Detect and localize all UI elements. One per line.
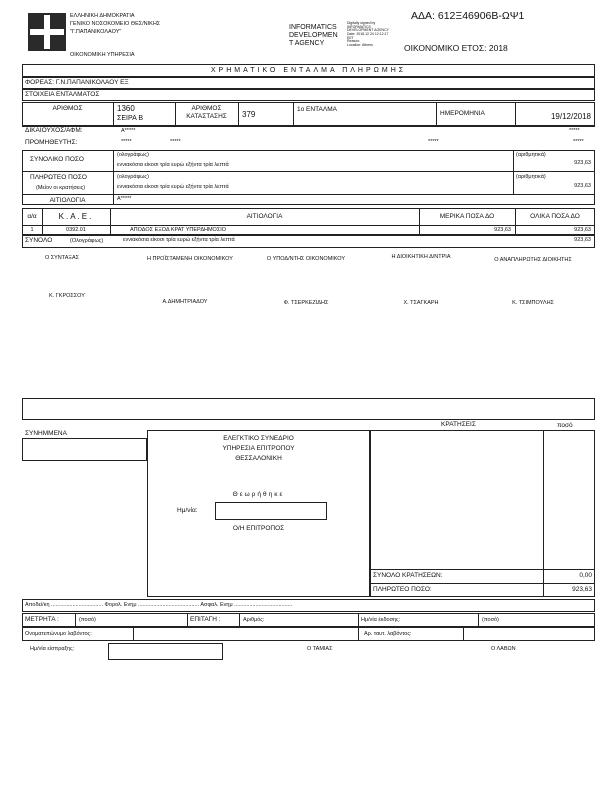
payable-in-words: εννιακόσια είκοσι τρία ευρώ εξήντα τρία λεπτά [117,184,229,190]
items-total-words-label: (Ολογράφως) [70,238,104,244]
reason-label: ΑΙΤΙΟΛΟΓΙΑ [49,197,86,204]
issue-date-label[interactable]: Ημ/νία έκδοσης: [361,617,401,623]
col-header-partial: ΜΕΡΙΚΑ ΠΟΣΑ ΔΟ [439,213,495,220]
fiscal-year: ΟΙΚΟΝΟΜΙΚΟ ΕΤΟΣ: 2018 [404,43,508,53]
agency-line-2: DEVELOPMEN [289,32,338,39]
issue-amount[interactable]: (ποσό) [482,617,499,623]
supplier-value-3: ***** [428,139,439,145]
foreas-label: ΦΟΡΕΑΣ: Γ.Ν.ΠΑΠΑΝΙΚΟΛΑΟΥ ΕΞ [25,79,129,86]
collection-date-input[interactable] [108,643,223,660]
agency-line-1: INFORMATICS [289,24,337,31]
payable-sublabel: (Μείον οι κρατήσεις) [36,185,86,191]
empty-band [22,398,595,420]
items-total-words: εννιακόσια είκοσι τρία ευρώ εξήντα τρία λεπτά [123,237,235,243]
signature-name-4: Χ. ΤΣΑΓΚΑΡΗ [403,300,439,306]
afm-label: ΔΙΚΑΙΟΥΧΟΣ/ΑΦΜ: [25,127,83,134]
org-line-3: "Γ.ΠΑΠΑΝΙΚΟΛΑΟΥ" [70,29,122,35]
deductions-total-label: ΣΥΝΟΛΟ ΚΡΑΤΗΣΕΩΝ: [373,572,443,579]
supplier-value-2: ***** [170,139,181,145]
audit-line-2: ΥΠΗΡΕΣΙΑ ΕΠΙΤΡΟΠΟΥ [222,445,295,452]
col-header-total: ΟΛΙΚΑ ΠΟΣΑ ΔΟ [530,213,580,220]
row-kae: 0392.01 [66,227,86,233]
payable-amount-label: ΠΛΗΡΩΤΕΟ ΠΟΣΟ [30,174,87,181]
cashier-label: Ο ΤΑΜΙΑΣ [307,646,333,652]
signature-role-2: Η ΠΡΟΪΣΤΑΜΕΝΗ ΟΙΚΟΝΟΜΙΚΟΥ [147,256,233,262]
cash-value[interactable]: (ποσό) [79,617,96,623]
col-header-reason: ΑΙΤΙΟΛΟΓΙΑ [246,213,283,220]
total-in-numbers-label: (αριθμητικά) [516,152,546,158]
mandate-number-label: ΑΡΙΘΜΟΣ [52,105,83,112]
payable-in-words-label: (ολογράφως) [117,174,149,180]
receiver-row [22,627,595,641]
first-mandate-label: 1ο ΕΝΤΑΛΜΑ [297,106,337,113]
ada-code: ΑΔΑ: 612Ξ46906Β-ΩΨ1 [411,10,525,22]
total-in-words: εννιακόσια είκοσι τρία ευρώ εξήντα τρία λεπτά [117,162,229,168]
row-reason: ΑΠΟΔΟΣ ΕΞΟΔ ΚΡΑΤ ΥΠΕΡΔΗΜΟΣΙΟ [130,227,227,233]
items-total-row [22,235,595,248]
receiver-label: Ο ΛΑΒΩΝ [491,646,516,652]
section-title: ΣΤΟΙΧΕΙΑ ΕΝΤΑΛΜΑΤΟΣ [25,91,100,98]
department-name: ΟΙΚΟΝΟΜΙΚΗ ΥΠΗΡΕΣΙΑ [70,52,135,58]
mandate-series: ΣΕΙΡΑ Β [117,115,143,122]
audit-date-input[interactable] [215,502,327,520]
registration-value: 379 [242,110,256,119]
receiver-name-label: Ονοματεπώνυμο λαβόντος: [25,631,92,637]
org-line-1: ΕΛΛΗΝΙΚΗ ΔΗΜΟΚΡΑΤΙΑ [70,13,135,19]
audit-line-1: ΕΛΕΓΚΤΙΚΟ ΣΥΝΕΔΡΙΟ [223,435,294,442]
col-header-kae: Κ.Α.Ε. [58,212,94,221]
audit-line-3: ΘΕΣΣΑΛΟΝΙΚΗ [235,455,282,462]
collection-date-label: Ημ/νία είσπραξης: [30,646,75,652]
logo-cross-icon [28,13,66,51]
signature-name-3: Φ. ΤΣΕΡΚΕΖΙΔΗΣ [283,300,329,306]
total-in-numbers: 923,63 [574,160,591,166]
date-value: 19/12/2018 [550,112,591,121]
approved-label: Θεωρήθηκε [232,491,285,498]
supplier-label: ΠΡΟΜΗΘΕΥΤΗΣ: [25,139,78,146]
signature-role-1: Ο ΣΥΝΤΑΞΑΣ [44,255,80,261]
payable-total-label: ΠΛΗΡΩΤΕΟ ΠΟΣΟ: [373,586,432,593]
deductions-total-value: 0,00 [579,572,592,579]
amounts-box [22,150,595,205]
items-total-label: ΣΥΝΟΛΟ [25,237,53,244]
items-total-value: 923,63 [574,237,591,243]
attachments-label: ΣΥΝΗΜΜΕΝΑ [25,430,67,437]
supplier-value-1: ***** [121,139,132,145]
payable-in-numbers-label: (αριθμητικά) [516,174,546,180]
document-title: ΧΡΗΜΑΤΙΚΟ ΕΝΤΑΛΜΑ ΠΛΗΡΩΜΗΣ [210,67,407,74]
total-in-words-label: (ολογράφως) [117,152,149,158]
org-line-2: ΓΕΝΙΚΟ ΝΟΣΟΚΟΜΕΙΟ ΘΕΣ/ΝΙΚΗΣ [70,21,161,27]
agency-line-3: T AGENCY [289,40,325,47]
signature-role-3: Ο ΥΠΟΔ/ΝΤΗΣ ΟΙΚΟΝΟΜΙΚΟΥ [266,256,346,262]
check-label: ΕΠΙΤΑΓΗ : [190,616,221,623]
total-amount-label: ΣΥΝΟΛΙΚΟ ΠΟΣΟ [30,156,84,163]
signature-role-4: Η ΔΙΟΙΚΗΤΙΚΗ Δ/ΝΤΡΙΑ [391,254,451,260]
signature-role-5: Ο ΑΝΑΠΛΗΡΩΤΗΣ ΔΙΟΙΚΗΤΗΣ [494,257,572,263]
section-title-box [22,89,595,101]
audit-date-label: Ημ/νία: [177,507,198,514]
attachments-box[interactable] [22,438,147,461]
check-number[interactable]: Αριθμός: [243,617,265,623]
payable-total-value: 923,63 [572,586,592,593]
col-header-index: α/α [27,213,37,220]
row-total: 923,63 [574,227,591,233]
deductions-label: ΚΡΑΤΗΣΕΙΣ [441,421,476,428]
afm-value-right: ***** [569,128,580,134]
date-label: ΗΜΕΡΟΜΗΝΙΑ [440,110,485,117]
afm-value: Α***** [121,128,136,134]
digital-signature-stamp: Digitally signed by INFORMATICS DEVELOPMENT AGENCY Date: 2018.12.24 12:12:17 EET Reason: Location: Athens [347,21,389,48]
registration-label: ΑΡΙΘΜΟΣ ΚΑΤΑΣΤΑΣΗΣ [186,105,227,120]
deductions-amount-label: ποσό [557,422,573,429]
signature-name-1: Κ. ΓΚΡΟΣΣΟΥ [49,293,85,299]
references-line: Αποδεί/κη .................................. Φορολ. Ενημ ........................................ Ασφαλ. Ενημ ...................................... [25,602,293,608]
commissioner-label: Ο/Η ΕΠΙΤΡΟΠΟΣ [232,525,285,532]
reason-value: Α***** [117,196,132,202]
row-partial: 923,63 [494,227,511,233]
signature-name-2: Α.ΔΗΜΗΤΡΙΑΔΟΥ [162,299,208,305]
mandate-number-value: 1360 [117,104,135,113]
payment-row [22,613,595,627]
payable-in-numbers: 923,63 [574,183,591,189]
signature-name-5: Κ. ΤΣΙΜΠΟΥΛΗΣ [512,300,554,306]
cash-label: ΜΕΤΡΗΤΑ : [25,616,59,623]
row-index: 1 [30,227,34,233]
supplier-value-4: ***** [573,139,584,145]
receiver-id-label: Αρ. ταυτ. λαβόντος: [364,631,412,637]
